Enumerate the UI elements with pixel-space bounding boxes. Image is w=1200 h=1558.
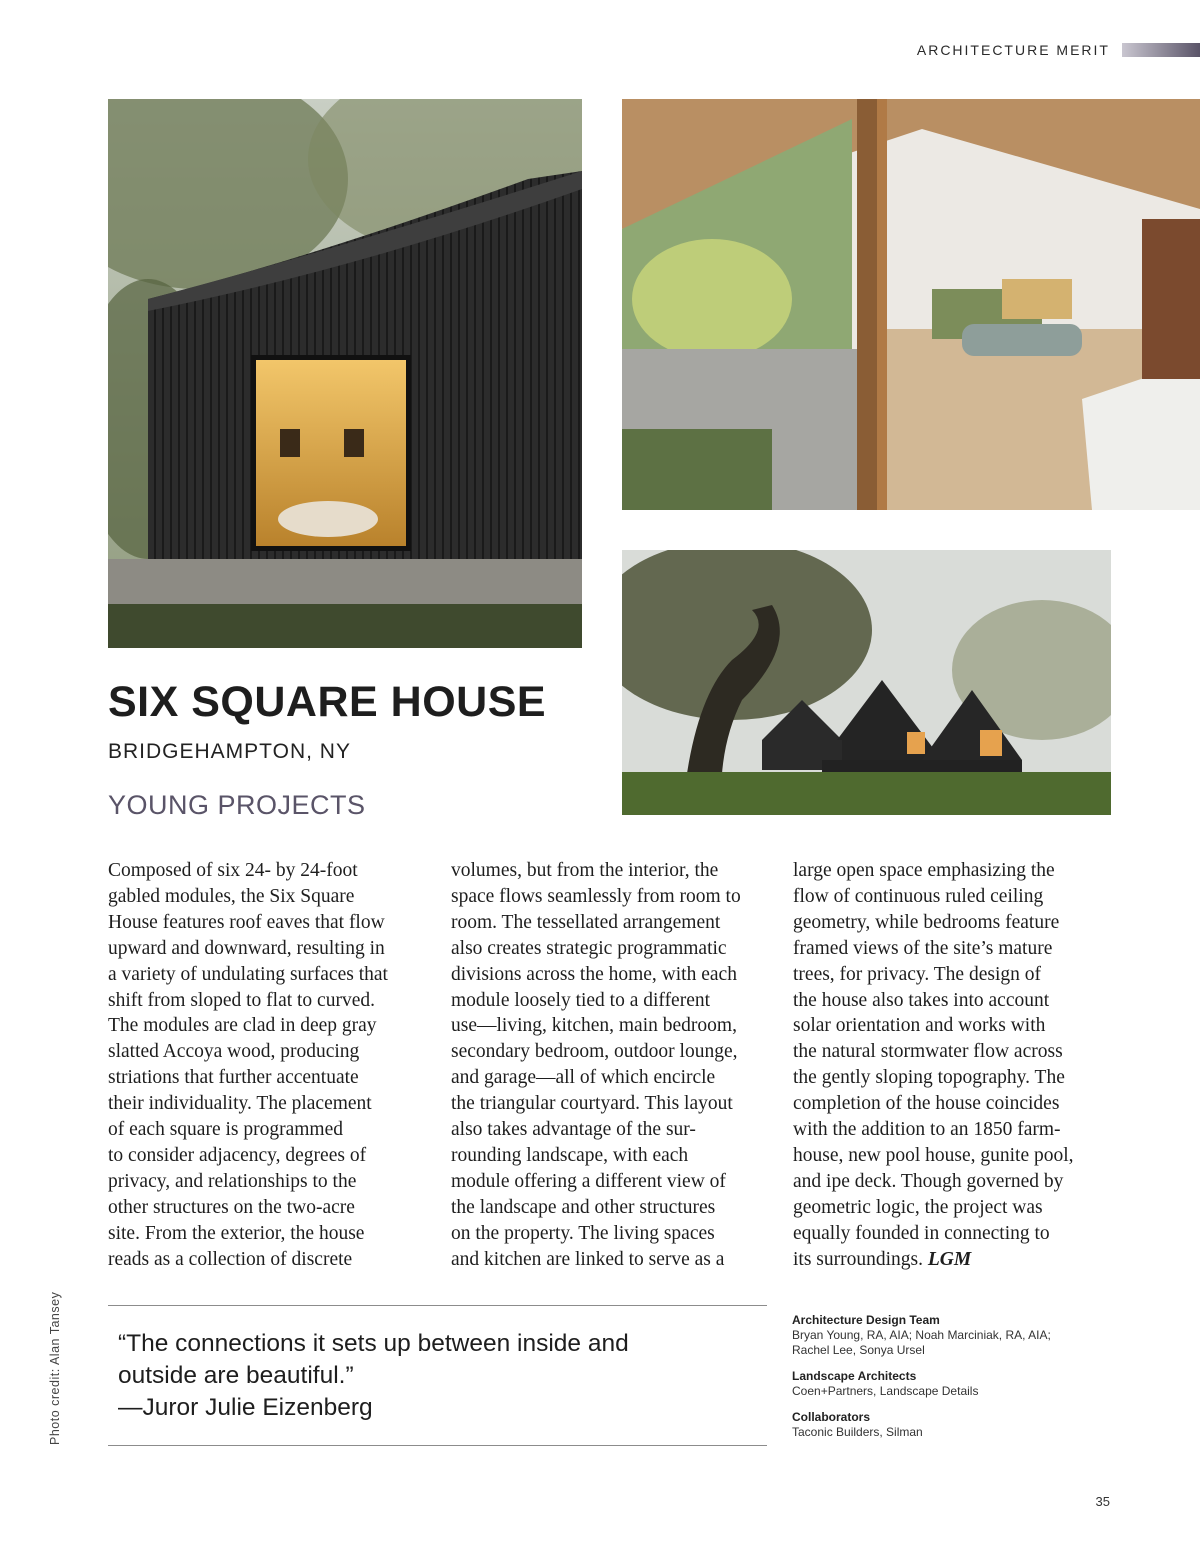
credit-heading: Architecture Design Team (792, 1313, 940, 1327)
article-line: solar orientation and works with (793, 1015, 1046, 1037)
article-line: the triangular courtyard. This layout (451, 1093, 733, 1115)
quote-line: outside are beautiful.” (118, 1362, 354, 1389)
article-line: large open space emphasizing the (793, 860, 1055, 881)
article-line: and ipe deck. Though governed by (793, 1170, 1064, 1192)
article-line-last (793, 1247, 1093, 1273)
photo-exterior-dusk (622, 550, 1111, 815)
credit-line: Rachel Lee, Sonya Ursel (792, 1343, 925, 1357)
article-column-1 (108, 858, 408, 1273)
article-line: trees, for privacy. The design of (793, 963, 1041, 985)
article-line: other structures on the two-acre (108, 1196, 355, 1218)
article-line: and garage—all of which encircle (451, 1067, 716, 1089)
article-line: module loosely tied to a different (451, 989, 711, 1011)
section-label: ARCHITECTURE MERIT (916, 42, 1110, 58)
article-line: module offering a different view of (451, 1170, 726, 1192)
article-line: and kitchen are linked to serve as a (451, 1248, 725, 1270)
article-line: Composed of six 24- by 24-foot (108, 860, 358, 881)
article-line: room. The tessellated arrangement (451, 911, 721, 933)
article-line: also creates strategic programmatic (451, 937, 727, 959)
article-line: privacy, and relationships to the (108, 1170, 357, 1192)
article-line: upward and downward, resulting in (108, 937, 385, 959)
article-line: volumes, but from the interior, the (451, 860, 719, 881)
article-line: of each square is programmed (108, 1119, 343, 1141)
credit-line: Taconic Builders, Silman (792, 1425, 923, 1439)
project-location: BRIDGEHAMPTON, NY (108, 740, 351, 763)
article-line: the house also takes into account (793, 989, 1050, 1011)
page-number: 35 (1095, 1494, 1110, 1509)
pull-quote (118, 1328, 758, 1424)
project-credits (792, 1313, 1122, 1451)
article-line: equally founded in connecting to (793, 1222, 1050, 1244)
quote-rule-bottom (108, 1445, 767, 1446)
article-line: space flows seamlessly from room to (451, 885, 741, 907)
article-line: gabled modules, the Six Square (108, 885, 355, 907)
photo-black-house-exterior (108, 99, 582, 648)
article-line: the landscape and other structures (451, 1196, 716, 1218)
article-line: framed views of the site’s mature (793, 937, 1053, 959)
article-line: the gently sloping topography. The (793, 1067, 1065, 1089)
article-line: The modules are clad in deep gray (108, 1015, 377, 1037)
article-line: with the addition to an 1850 farm- (793, 1119, 1061, 1141)
quote-attribution: —Juror Julie Eizenberg (118, 1394, 373, 1421)
credit-collaborators (792, 1410, 1122, 1440)
credit-heading: Landscape Architects (792, 1369, 917, 1383)
article-line: flow of continuous ruled ceiling (793, 885, 1044, 907)
article-line: to consider adjacency, degrees of (108, 1144, 367, 1166)
photo-credit: Photo credit: Alan Tansey (48, 1291, 62, 1445)
project-title: SIX SQUARE HOUSE (108, 678, 547, 726)
project-architect: YOUNG PROJECTS (108, 790, 366, 820)
credit-landscape (792, 1369, 1122, 1399)
article-line: rounding landscape, with each (451, 1144, 689, 1166)
credit-heading: Collaborators (792, 1410, 871, 1424)
quote-line: “The connections it sets up between inside and (118, 1330, 629, 1357)
photo-interior-living-space (622, 99, 1200, 510)
article-line: also takes advantage of the sur- (451, 1119, 696, 1141)
article-line: house, new pool house, gunite pool, (793, 1144, 1074, 1166)
article-line: the natural stormwater flow across (793, 1041, 1063, 1063)
article-line: slatted Accoya wood, producing (108, 1041, 360, 1063)
author-signoff: LGM (927, 1248, 972, 1270)
article-line: secondary bedroom, outdoor lounge, (451, 1041, 738, 1063)
article-line: completion of the house coincides (793, 1093, 1060, 1115)
article-line: reads as a collection of discrete (108, 1248, 353, 1270)
article-line: site. From the exterior, the house (108, 1222, 365, 1244)
article-line: House features roof eaves that flow (108, 911, 385, 933)
section-accent-bar (1122, 43, 1200, 57)
article-line: on the property. The living spaces (451, 1222, 715, 1244)
article-line: a variety of undulating surfaces that (108, 963, 388, 985)
article-line: geometry, while bedrooms feature (793, 911, 1060, 933)
article-line: geometric logic, the project was (793, 1196, 1043, 1218)
article-column-2 (451, 858, 751, 1273)
article-line: use—living, kitchen, main bedroom, (451, 1015, 737, 1037)
credit-line: Bryan Young, RA, AIA; Noah Marciniak, RA, AIA; (792, 1328, 1051, 1342)
article-last-text: its surroundings. (793, 1248, 924, 1270)
article-line: their individuality. The placement (108, 1093, 372, 1115)
credit-design-team (792, 1313, 1122, 1358)
article-line: shift from sloped to flat to curved. (108, 989, 375, 1011)
article-column-3 (793, 858, 1093, 1273)
quote-rule-top (108, 1305, 767, 1306)
article-line: striations that further accentuate (108, 1067, 359, 1089)
credit-line: Coen+Partners, Landscape Details (792, 1384, 979, 1398)
article-line: divisions across the home, with each (451, 963, 737, 985)
